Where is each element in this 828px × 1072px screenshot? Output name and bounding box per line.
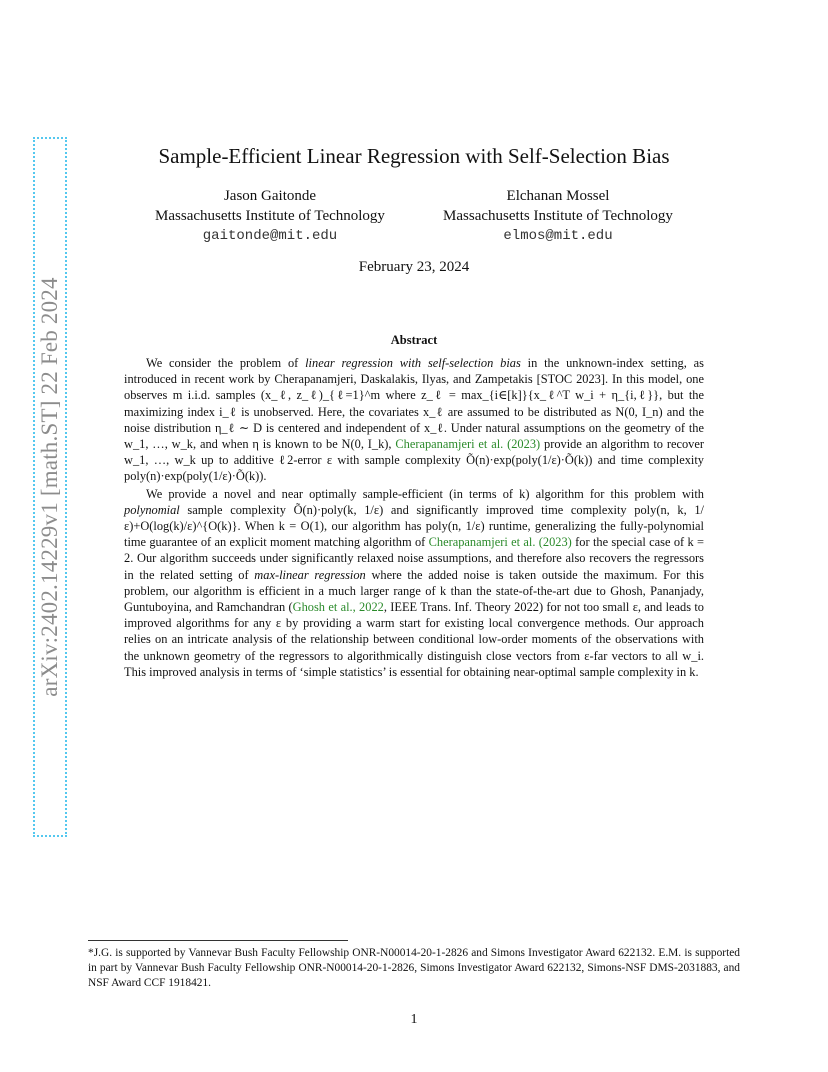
publication-date: February 23, 2024 [358,259,470,275]
abstract-paragraph-2 [124,486,704,680]
author-name: Elchanan Mossel [506,188,610,204]
author-email[interactable]: elmos@mit.edu [503,228,613,244]
emphasis-text: polynomial [124,502,180,517]
text-span: for the special case of k = 2. Our algorithm succeeds under significantly relaxed noise assumptions, and therefore also recovers the regressors in the related setting of [124,535,705,582]
paper-title: Sample-Efficient Linear Regression with Self-Selection Bias [158,144,670,168]
author-block-1 [130,186,410,246]
text-span: We consider the problem of [146,356,306,370]
arxiv-identifier-stamp: arXiv:2402.14229v1 [math.ST] 22 Feb 2024 [33,137,67,837]
footnote: *J.G. is supported by Vannevar Bush Faculty Fellowship ONR-N00014-20-1-2826 and Simons Investigator Award 622132. E.M. is supported in part by Vannevar Bush Faculty Fellowship ONR-N00014-20-1-2826, Simons Investigator Award 622132, Simons-NSF DMS-2031883, and NSF Award CCF 1918421. [88,947,740,989]
text-span: sample complexity Õ(n)·poly(k, 1/ε) and significantly improved time complexity poly(n, k, 1/ε)+O(log(k)/ε)^{O(k)}. When k = O(1), our algorithm has poly(n, 1/ε) runtime, generalizing the fully-polynomial time guarantee of an explicit moment matching algorithm of [124,502,704,550]
footnote-rule [88,940,348,941]
author-affiliation: Massachusetts Institute of Technology [155,208,385,224]
page-number: 1 [410,1012,418,1027]
emphasis-text: linear regression with self-selection bias [305,356,521,370]
emphasis-text: max-linear regression [254,567,366,582]
citation-link[interactable]: Cherapanamjeri et al. (2023) [395,437,541,452]
citation-link[interactable]: Cherapanamjeri et al. (2023) [428,535,572,550]
text-span: where the added noise is taken outside the maximum. For this problem, our algorithm is efficient in a much larger range of k than the state-of-the-art due to Ghosh, Pananjady, Guntuboyina, and Ramchandran ( [124,567,704,615]
abstract-body [124,355,704,681]
text-span: We provide a novel and near optimally sample-efficient (in terms of k) algorithm for this problem with [146,486,704,501]
author-name: Jason Gaitonde [223,188,317,204]
abstract-paragraph-1 [124,355,704,485]
author-block-2 [418,186,698,246]
author-email[interactable]: gaitonde@mit.edu [202,228,338,244]
text-span: , IEEE Trans. Inf. Theory 2022) for not too small ε, and leads to improved algorithms for any ε by providing a warm start for existing local convergence methods. Our approach relies on an intricate analysis of the relationship between conditional low-order moments of the observations with the unknown geometry of the regressors to algorithmically distinguish close vectors from ε-far vectors to all w_i. This improved analysis in terms of ‘simple statistics’ is essential for obtaining near-optimal sample complexity in k. [124,600,704,679]
author-affiliation: Massachusetts Institute of Technology [443,208,673,224]
citation-link[interactable]: Ghosh et al., 2022 [292,600,384,615]
abstract-heading: Abstract [390,333,438,347]
text-span: provide an algorithm to recover w_1, …, w_k up to additive ℓ2-error ε with sample complexity Õ(n)·exp(poly(1/ε)·Õ(k)) and time complexity poly(n)·exp(poly(1/ε)·Õ(k)). [124,437,704,484]
text-span: in the unknown-index setting, as introduced in recent work by Cherapanamjeri, Daskalakis, Ilyas, and Zampetakis [STOC 2023]. In this model, one observes m i.i.d. samples (x_ℓ, z_ℓ)_{ℓ=1}^m where z_ℓ = max_{i∈[k]}{x_ℓ^T w_i + η_{i,ℓ}}, but the maximizing index i_ℓ is unobserved. Here, the covariates x_ℓ are assumed to be distributed as N(0, I_n) and the noise distribution η_ℓ ∼ D is centered and independent of x_ℓ. Under natural assumptions on the geometry of the w_1, …, w_k, and when η is known to be N(0, I_k), [124,356,704,452]
